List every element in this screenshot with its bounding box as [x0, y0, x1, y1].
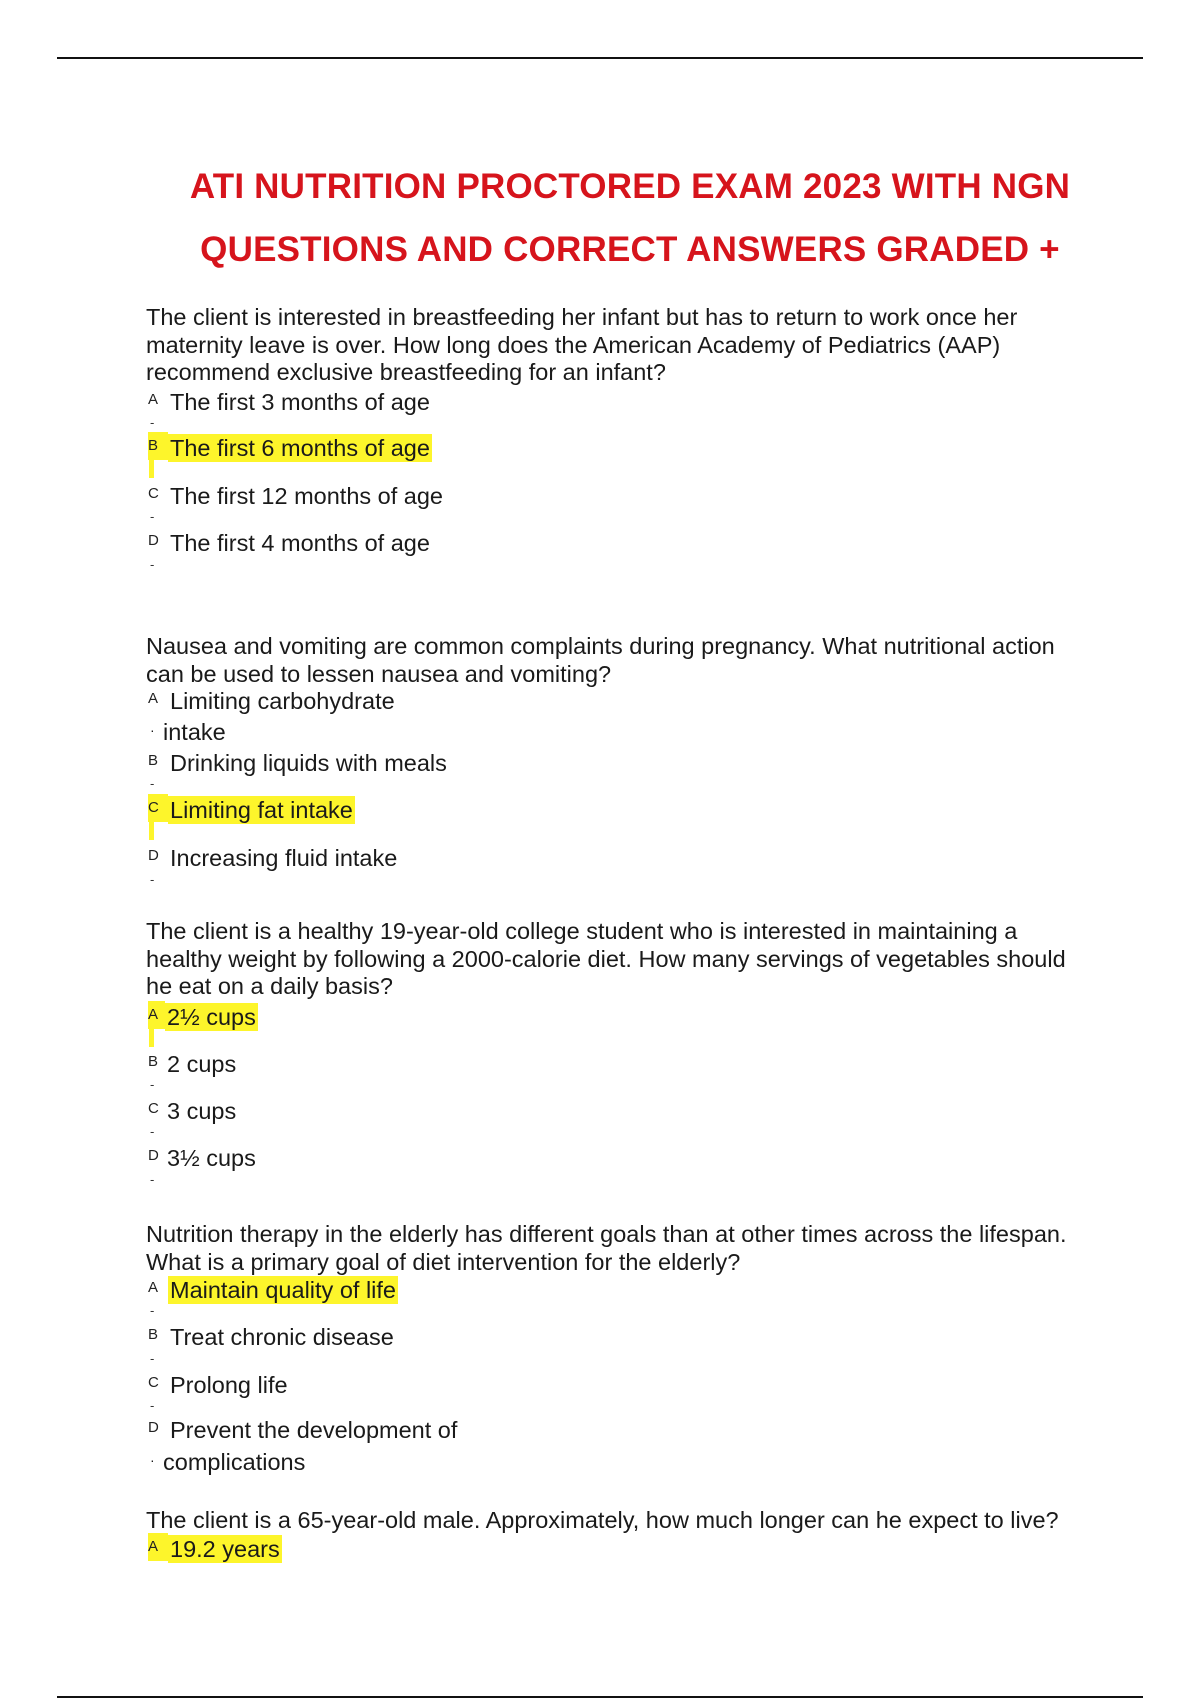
option-letter: B: [148, 752, 159, 769]
highlight-mark: [149, 458, 154, 478]
option-text: Drinking liquids with meals: [170, 750, 447, 776]
question-3-option-a: [148, 1001, 258, 1031]
option-dot: -: [150, 415, 155, 430]
option-letter: D: [148, 847, 159, 864]
question-5-option-a: [148, 1533, 282, 1563]
option-text: Prolong life: [170, 1372, 288, 1398]
option-letter: A: [148, 391, 159, 408]
option-dot: -: [150, 1351, 155, 1366]
question-4-option-a: [148, 1274, 398, 1304]
option-letter: A: [148, 1533, 168, 1561]
document-title-line-2: QUESTIONS AND CORRECT ANSWERS GRADED +: [200, 230, 1060, 269]
option-text: The first 4 months of age: [170, 530, 430, 556]
question-1-text: The client is interested in breastfeeding her infant but has to return to work once her maternity leave is over. How long does the American Academy of Pediatrics (AAP) recommend exclusive breastfeeding for an infant?: [146, 304, 1018, 385]
option-letter: B: [148, 432, 168, 460]
option-letter: B: [148, 1053, 159, 1070]
option-letter: C: [148, 485, 159, 502]
option-text-continued: complications: [163, 1449, 306, 1475]
option-dot: ·: [150, 1452, 155, 1468]
highlight-mark: [149, 820, 154, 840]
question-3-option-b: [148, 1048, 238, 1078]
question-2-text: Nausea and vomiting are common complaints during pregnancy. What nutritional action can be used to lessen nausea and vomiting?: [146, 633, 1055, 687]
question-1-option-b: [148, 432, 432, 462]
question-4-option-d: [148, 1414, 459, 1444]
option-dot: -: [150, 1172, 155, 1187]
question-1-option-d: [148, 527, 432, 557]
option-letter: A: [148, 690, 159, 707]
option-letter: A: [148, 1279, 159, 1296]
option-dot: -: [150, 509, 155, 524]
option-text: Increasing fluid intake: [170, 845, 398, 871]
option-text: 3 cups: [167, 1098, 237, 1124]
question-1-option-a: [148, 386, 432, 416]
option-text-continued: intake: [163, 719, 226, 745]
option-dot: -: [150, 776, 155, 791]
question-1-option-c: [148, 480, 445, 510]
option-text: Limiting carbohydrate: [170, 688, 395, 714]
option-text-correct: 2½ cups: [167, 1004, 256, 1030]
question-2-option-d: [148, 842, 399, 872]
option-dot: -: [150, 557, 155, 572]
option-text: 3½ cups: [167, 1145, 256, 1171]
question-2-option-b: [148, 747, 449, 777]
option-dot: ·: [150, 722, 155, 738]
option-text-correct: Limiting fat intake: [170, 797, 353, 823]
option-letter: C: [148, 1374, 159, 1391]
option-dot: -: [150, 1124, 155, 1139]
question-2-option-a: [148, 685, 397, 715]
document-title-line-1: ATI NUTRITION PROCTORED EXAM 2023 WITH NGN: [189, 167, 1071, 206]
option-letter: A: [148, 1001, 165, 1029]
option-text: Prevent the development of: [170, 1417, 458, 1443]
question-4-text: Nutrition therapy in the elderly has different goals than at other times across the lifespan. What is a primary goal of diet intervention for the elderly?: [146, 1221, 1067, 1275]
question-2-option-c: [148, 794, 355, 824]
question-5-text: The client is a 65-year-old male. Approximately, how much longer can he expect to live?: [146, 1507, 1059, 1533]
question-4-option-d-continued: [150, 1446, 305, 1476]
option-letter: C: [148, 794, 168, 822]
question-2-option-a-continued: [150, 716, 226, 746]
question-3-option-d: [148, 1142, 258, 1172]
option-text: Treat chronic disease: [170, 1324, 394, 1350]
option-text: 2 cups: [167, 1051, 237, 1077]
option-dot: -: [150, 1398, 155, 1413]
option-text-correct: Maintain quality of life: [170, 1277, 396, 1303]
option-text: The first 12 months of age: [170, 483, 444, 509]
question-4-option-b: [148, 1321, 396, 1351]
option-letter: B: [148, 1326, 159, 1343]
top-rule: [57, 57, 1143, 59]
option-letter: D: [148, 1147, 159, 1164]
option-text-correct: 19.2 years: [170, 1536, 280, 1562]
option-dot: -: [150, 872, 155, 887]
question-3-option-c: [148, 1095, 238, 1125]
option-text-correct: The first 6 months of age: [170, 435, 430, 461]
highlight-mark: [149, 1027, 154, 1047]
question-4-option-c: [148, 1369, 290, 1399]
option-dot: -: [150, 1077, 155, 1092]
option-letter: D: [148, 532, 159, 549]
bottom-rule: [57, 1696, 1143, 1698]
option-text: The first 3 months of age: [170, 389, 430, 415]
option-letter: D: [148, 1419, 159, 1436]
option-dot: -: [150, 1303, 155, 1318]
question-3-text: The client is a healthy 19-year-old college student who is interested in maintaining a healthy weight by following a 2000-calorie diet. How many servings of vegetables should he eat on a daily basis?: [146, 918, 1066, 999]
option-letter: C: [148, 1100, 159, 1117]
